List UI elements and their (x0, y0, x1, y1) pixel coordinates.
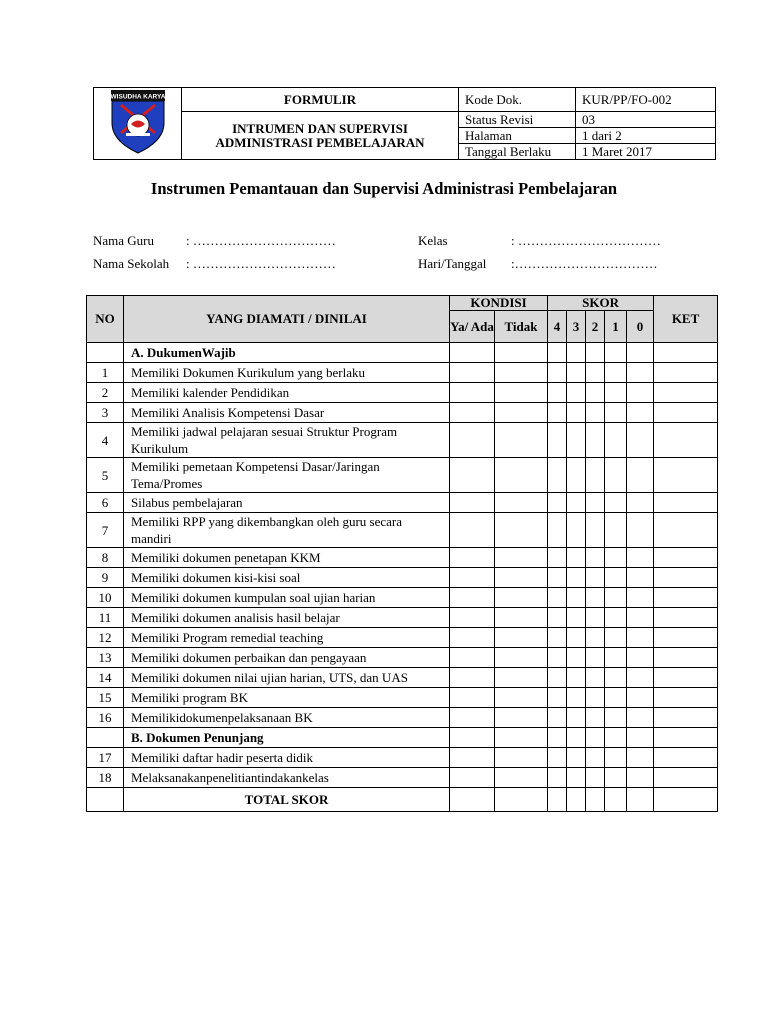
meta-value: KUR/PP/FO-002 (576, 88, 716, 112)
score-cell[interactable] (567, 708, 586, 728)
score-cell[interactable] (586, 628, 605, 648)
meta-key: Tanggal Berlaku (459, 144, 576, 160)
score-cell[interactable] (548, 403, 567, 423)
score-cell[interactable] (567, 688, 586, 708)
score-cell[interactable] (586, 608, 605, 628)
form-label: FORMULIR (182, 88, 459, 112)
score-cell[interactable] (450, 708, 495, 728)
score-cell[interactable] (548, 568, 567, 588)
score-cell[interactable] (450, 788, 495, 812)
score-cell[interactable] (627, 423, 654, 458)
score-cell[interactable] (567, 493, 586, 513)
score-cell[interactable] (627, 668, 654, 688)
score-cell[interactable] (567, 568, 586, 588)
score-cell[interactable] (605, 588, 627, 608)
score-cell[interactable] (567, 383, 586, 403)
score-cell[interactable] (450, 628, 495, 648)
section-a-row (87, 343, 718, 363)
score-cell[interactable] (605, 363, 627, 383)
table-row (87, 608, 718, 628)
meta-key: Halaman (459, 128, 576, 144)
row-item-text: Memiliki RPP yang dikembangkan oleh guru secara mandiri (124, 513, 450, 548)
row-item-text: Memiliki kalender Pendidikan (124, 383, 450, 403)
score-cell[interactable] (450, 548, 495, 568)
meta-value: 03 (576, 112, 716, 128)
score-cell[interactable] (495, 588, 548, 608)
score-cell[interactable] (450, 458, 495, 493)
table-row (87, 648, 718, 668)
row-item-text: Memiliki dokumen kumpulan soal ujian harian (124, 588, 450, 608)
school-logo (94, 88, 182, 160)
score-cell[interactable] (654, 768, 718, 788)
score-cell[interactable] (450, 728, 495, 748)
table-row (87, 493, 718, 513)
score-cell[interactable] (654, 568, 718, 588)
score-cell[interactable] (654, 708, 718, 728)
row-number: 13 (87, 648, 124, 668)
score-cell[interactable] (605, 688, 627, 708)
score-cell[interactable] (567, 748, 586, 768)
score-cell[interactable] (495, 748, 548, 768)
score-cell[interactable] (586, 363, 605, 383)
row-item-text: Melaksanakanpenelitiantindakankelas (124, 768, 450, 788)
score-cell[interactable] (586, 343, 605, 363)
score-cell[interactable] (548, 648, 567, 668)
row-number: 1 (87, 363, 124, 383)
score-cell[interactable] (495, 788, 548, 812)
score-cell[interactable] (654, 688, 718, 708)
row-number: 15 (87, 688, 124, 708)
row-number: 10 (87, 588, 124, 608)
score-cell[interactable] (450, 568, 495, 588)
score-cell[interactable] (627, 768, 654, 788)
row-item-text: Memiliki Program remedial teaching (124, 628, 450, 648)
row-number: 3 (87, 403, 124, 423)
score-cell[interactable] (605, 768, 627, 788)
score-cell[interactable] (548, 688, 567, 708)
score-cell[interactable] (495, 668, 548, 688)
score-cell[interactable] (627, 363, 654, 383)
col-header-tidak: Tidak (495, 311, 548, 343)
row-number: 18 (87, 768, 124, 788)
score-cell[interactable] (548, 513, 567, 548)
section-label: A. DukumenWajib (124, 343, 450, 363)
score-cell[interactable] (548, 423, 567, 458)
score-cell[interactable] (654, 513, 718, 548)
score-cell[interactable] (450, 343, 495, 363)
form-title-line: INTRUMEN DAN SUPERVISI (232, 120, 408, 136)
table-row (87, 568, 718, 588)
table-row (87, 768, 718, 788)
score-cell[interactable] (495, 728, 548, 748)
score-cell[interactable] (627, 568, 654, 588)
score-cell[interactable] (586, 383, 605, 403)
table-row (87, 668, 718, 688)
col-header-kondisi: KONDISI (450, 296, 548, 311)
score-cell[interactable] (605, 458, 627, 493)
score-cell[interactable] (654, 423, 718, 458)
score-cell[interactable] (495, 688, 548, 708)
row-item-text: Memilikidokumenpelaksanaan BK (124, 708, 450, 728)
score-cell[interactable] (450, 493, 495, 513)
score-cell[interactable] (450, 403, 495, 423)
score-cell[interactable] (548, 383, 567, 403)
row-number: 4 (87, 423, 124, 458)
kelas-field[interactable] (418, 233, 661, 249)
table-row (87, 458, 718, 493)
nama-sekolah-field[interactable] (93, 256, 336, 272)
score-cell[interactable] (586, 568, 605, 588)
row-item-text: Memiliki dokumen kisi-kisi soal (124, 568, 450, 588)
row-number: 11 (87, 608, 124, 628)
score-cell[interactable] (495, 493, 548, 513)
score-cell[interactable] (567, 728, 586, 748)
nama-guru-field[interactable] (93, 233, 336, 249)
table-row (87, 748, 718, 768)
score-cell[interactable] (450, 423, 495, 458)
score-cell[interactable] (548, 708, 567, 728)
total-row (87, 788, 718, 812)
score-cell[interactable] (450, 688, 495, 708)
row-item-text: Memiliki dokumen analisis hasil belajar (124, 608, 450, 628)
field-value[interactable]: : …………………………… (186, 256, 336, 271)
row-number: 9 (87, 568, 124, 588)
score-cell[interactable] (654, 648, 718, 668)
table-row (87, 363, 718, 383)
score-cell[interactable] (567, 363, 586, 383)
score-cell[interactable] (548, 608, 567, 628)
score-cell[interactable] (605, 493, 627, 513)
score-cell[interactable] (654, 343, 718, 363)
score-cell[interactable] (586, 548, 605, 568)
score-cell[interactable] (548, 728, 567, 748)
score-cell[interactable] (548, 493, 567, 513)
score-cell[interactable] (586, 788, 605, 812)
score-cell[interactable] (654, 748, 718, 768)
field-value[interactable]: : …………………………… (511, 233, 661, 248)
score-cell[interactable] (495, 423, 548, 458)
score-cell[interactable] (654, 548, 718, 568)
score-cell[interactable] (548, 343, 567, 363)
field-value[interactable]: : …………………………… (186, 233, 336, 248)
section-label: B. Dokumen Penunjang (124, 728, 450, 748)
score-cell[interactable] (627, 513, 654, 548)
score-cell[interactable] (567, 768, 586, 788)
col-header-skor-0: 0 (627, 311, 654, 343)
score-cell[interactable] (627, 458, 654, 493)
form-title (182, 112, 459, 160)
score-cell[interactable] (586, 668, 605, 688)
row-number: 14 (87, 668, 124, 688)
field-value[interactable]: :…………………………… (511, 256, 658, 271)
meta-key: Status Revisi (459, 112, 576, 128)
col-header-no: NO (87, 296, 124, 343)
score-cell[interactable] (450, 608, 495, 628)
score-cell[interactable] (495, 548, 548, 568)
score-cell[interactable] (548, 668, 567, 688)
score-cell[interactable] (495, 458, 548, 493)
col-header-ket: KET (654, 296, 718, 343)
score-cell[interactable] (548, 458, 567, 493)
score-cell[interactable] (495, 648, 548, 668)
score-cell[interactable] (450, 648, 495, 668)
col-header-skor-1: 1 (605, 311, 627, 343)
score-cell[interactable] (586, 403, 605, 423)
score-cell[interactable] (567, 343, 586, 363)
table-row (87, 688, 718, 708)
table-row (87, 628, 718, 648)
document-title: Instrumen Pemantauan dan Supervisi Administrasi Pembelajaran (150, 179, 618, 198)
document-header (93, 87, 716, 160)
score-cell[interactable] (654, 788, 718, 812)
score-cell[interactable] (586, 768, 605, 788)
score-cell[interactable] (586, 688, 605, 708)
row-item-text: Memiliki Dokumen Kurikulum yang berlaku (124, 363, 450, 383)
col-header-skor-3: 3 (567, 311, 586, 343)
meta-key: Kode Dok. (459, 88, 576, 112)
score-cell[interactable] (548, 628, 567, 648)
row-item-text: Memiliki daftar hadir peserta didik (124, 748, 450, 768)
score-cell[interactable] (654, 493, 718, 513)
table-row (87, 403, 718, 423)
score-cell[interactable] (627, 493, 654, 513)
row-item-text: Memiliki pemetaan Kompetensi Dasar/Jaringan Tema/Promes (124, 458, 450, 493)
score-cell[interactable] (605, 748, 627, 768)
col-header-item: YANG DIAMATI / DINILAI (124, 296, 450, 343)
score-cell[interactable] (567, 628, 586, 648)
col-header-ya: Ya/ Ada (450, 311, 495, 343)
score-cell[interactable] (586, 748, 605, 768)
score-cell[interactable] (654, 383, 718, 403)
score-cell[interactable] (627, 648, 654, 668)
score-cell[interactable] (548, 548, 567, 568)
col-header-skor-2: 2 (586, 311, 605, 343)
score-cell[interactable] (586, 708, 605, 728)
row-item-text: Memiliki dokumen nilai ujian harian, UTS, dan UAS (124, 668, 450, 688)
score-cell[interactable] (495, 363, 548, 383)
score-cell[interactable] (605, 383, 627, 403)
score-cell[interactable] (627, 383, 654, 403)
score-cell[interactable] (627, 728, 654, 748)
score-cell[interactable] (548, 768, 567, 788)
score-cell[interactable] (586, 493, 605, 513)
form-title-line: ADMINISTRASI PEMBELAJARAN (215, 134, 425, 150)
field-label: Kelas (418, 233, 448, 248)
table-row (87, 423, 718, 458)
score-cell[interactable] (495, 568, 548, 588)
score-cell[interactable] (605, 548, 627, 568)
score-cell[interactable] (627, 688, 654, 708)
table-row (87, 383, 718, 403)
score-cell[interactable] (627, 708, 654, 728)
row-number: 16 (87, 708, 124, 728)
row-item-text: Memiliki Analisis Kompetensi Dasar (124, 403, 450, 423)
row-item-text: Memiliki jadwal pelajaran sesuai Struktur Program Kurikulum (124, 423, 450, 458)
score-cell[interactable] (567, 548, 586, 568)
score-cell[interactable] (450, 668, 495, 688)
score-cell[interactable] (586, 588, 605, 608)
score-cell[interactable] (450, 768, 495, 788)
score-cell[interactable] (605, 513, 627, 548)
row-number (87, 343, 124, 363)
score-cell[interactable] (450, 748, 495, 768)
score-cell[interactable] (548, 748, 567, 768)
score-cell[interactable] (605, 708, 627, 728)
score-cell[interactable] (654, 458, 718, 493)
score-cell[interactable] (627, 588, 654, 608)
row-item-text: Memiliki program BK (124, 688, 450, 708)
score-cell[interactable] (567, 588, 586, 608)
row-item-text: Memiliki dokumen perbaikan dan pengayaan (124, 648, 450, 668)
row-number (87, 728, 124, 748)
score-cell[interactable] (654, 728, 718, 748)
row-number: 17 (87, 748, 124, 768)
score-cell[interactable] (567, 788, 586, 812)
row-item-text: Silabus pembelajaran (124, 493, 450, 513)
table-row (87, 548, 718, 568)
score-cell[interactable] (654, 628, 718, 648)
logo-text: WISUDHA KARYA (110, 93, 165, 101)
score-cell[interactable] (654, 403, 718, 423)
field-label: Nama Guru (93, 233, 155, 248)
score-cell[interactable] (548, 788, 567, 812)
score-cell[interactable] (605, 668, 627, 688)
row-number: 7 (87, 513, 124, 548)
score-cell[interactable] (567, 648, 586, 668)
score-cell[interactable] (495, 383, 548, 403)
score-cell[interactable] (654, 668, 718, 688)
meta-value: 1 Maret 2017 (576, 144, 716, 160)
score-cell[interactable] (495, 708, 548, 728)
row-number (87, 788, 124, 812)
score-cell[interactable] (627, 628, 654, 648)
score-cell[interactable] (548, 588, 567, 608)
score-cell[interactable] (654, 588, 718, 608)
section-b-row (87, 728, 718, 748)
score-cell[interactable] (450, 588, 495, 608)
score-cell[interactable] (627, 788, 654, 812)
score-cell[interactable] (605, 648, 627, 668)
score-cell[interactable] (605, 568, 627, 588)
score-cell[interactable] (627, 403, 654, 423)
score-cell[interactable] (627, 548, 654, 568)
score-cell[interactable] (605, 608, 627, 628)
score-cell[interactable] (567, 458, 586, 493)
total-skor-label: TOTAL SKOR (124, 788, 450, 812)
score-cell[interactable] (654, 608, 718, 628)
field-label: Nama Sekolah (93, 256, 170, 271)
score-cell[interactable] (654, 363, 718, 383)
score-cell[interactable] (586, 648, 605, 668)
score-cell[interactable] (548, 363, 567, 383)
row-number: 5 (87, 458, 124, 493)
score-cell[interactable] (605, 728, 627, 748)
col-header-skor-4: 4 (548, 311, 567, 343)
score-cell[interactable] (450, 513, 495, 548)
score-cell[interactable] (567, 403, 586, 423)
score-cell[interactable] (605, 343, 627, 363)
score-cell[interactable] (495, 608, 548, 628)
score-cell[interactable] (586, 423, 605, 458)
row-number: 6 (87, 493, 124, 513)
score-cell[interactable] (627, 343, 654, 363)
table-row (87, 708, 718, 728)
row-number: 2 (87, 383, 124, 403)
table-row (87, 588, 718, 608)
score-cell[interactable] (605, 628, 627, 648)
score-cell[interactable] (495, 768, 548, 788)
shield-logo-icon (109, 89, 167, 155)
score-cell[interactable] (495, 628, 548, 648)
table-body (87, 343, 718, 812)
score-cell[interactable] (495, 513, 548, 548)
row-number: 8 (87, 548, 124, 568)
row-item-text: Memiliki dokumen penetapan KKM (124, 548, 450, 568)
score-cell[interactable] (495, 403, 548, 423)
col-header-skor: SKOR (548, 296, 654, 311)
assessment-table (86, 295, 718, 812)
score-cell[interactable] (605, 423, 627, 458)
score-cell[interactable] (605, 403, 627, 423)
score-cell[interactable] (450, 363, 495, 383)
score-cell[interactable] (586, 513, 605, 548)
meta-value: 1 dari 2 (576, 128, 716, 144)
score-cell[interactable] (586, 458, 605, 493)
score-cell[interactable] (627, 608, 654, 628)
score-cell[interactable] (567, 668, 586, 688)
score-cell[interactable] (586, 728, 605, 748)
hari-tanggal-field[interactable] (418, 256, 658, 272)
score-cell[interactable] (450, 383, 495, 403)
field-label: Hari/Tanggal (418, 256, 487, 271)
score-cell[interactable] (567, 513, 586, 548)
table-row (87, 513, 718, 548)
score-cell[interactable] (567, 423, 586, 458)
score-cell[interactable] (567, 608, 586, 628)
score-cell[interactable] (605, 788, 627, 812)
score-cell[interactable] (495, 343, 548, 363)
score-cell[interactable] (627, 748, 654, 768)
row-number: 12 (87, 628, 124, 648)
